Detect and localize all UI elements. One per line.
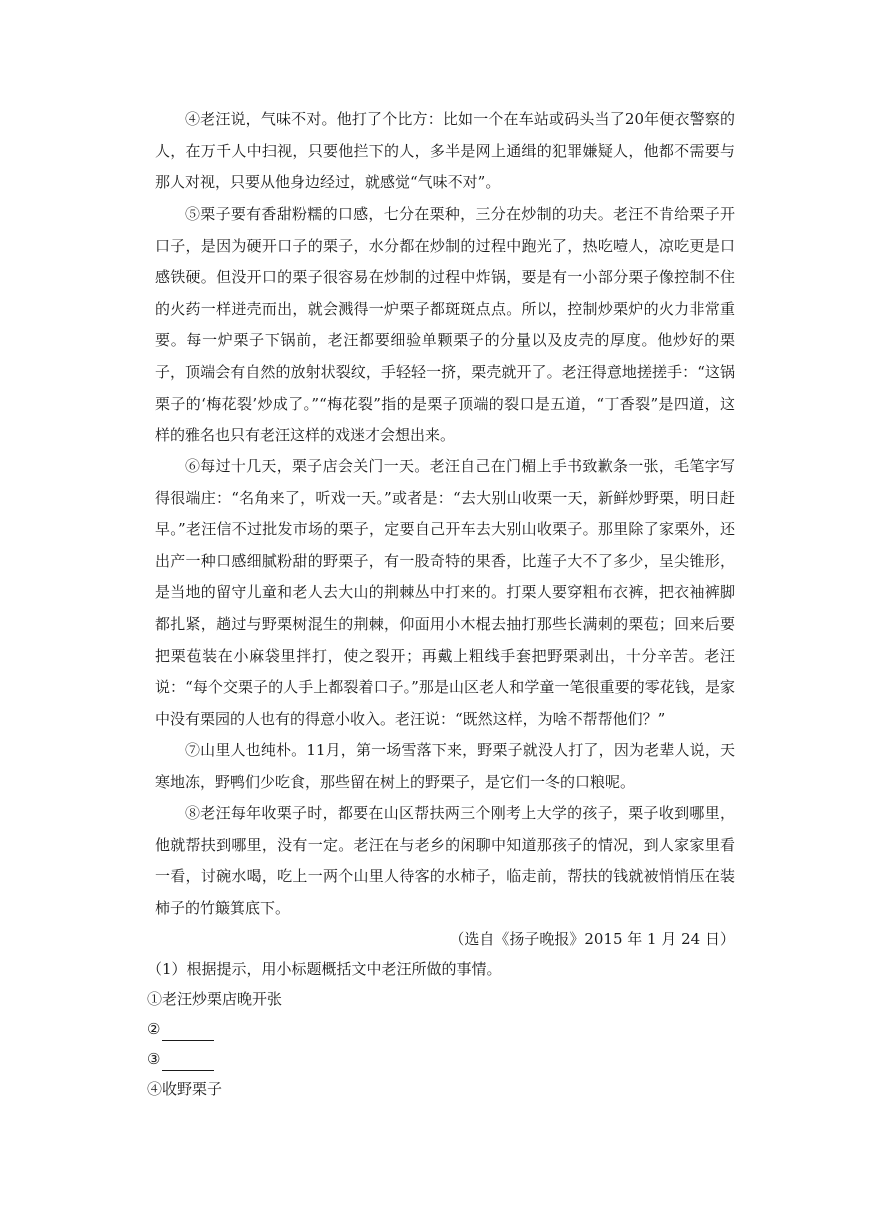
answer-blank-3[interactable] [162, 1052, 214, 1071]
answer-item-2 [147, 1017, 214, 1041]
answer-item-4-label: ④收野栗子 [147, 1080, 223, 1098]
answer-item-2-label: ② [147, 1020, 161, 1038]
paragraph-4: ④老汪说，气味不对。他打了个比方：比如一个在车站或码头当了20年便衣警察的人，在万千人中扫视，只要他拦下的人，多半是网上通缉的犯罪嫌疑人，他都不需要与那人对视，只要从他身边经过，就感觉“气味不对”。 [155, 110, 735, 192]
question-prompt: （1）根据提示，用小标题概括文中老汪所做的事情。 [147, 960, 502, 978]
answer-item-1-label: ①老汪炒栗店晚开张 [147, 990, 283, 1008]
answer-blank-2[interactable] [162, 1022, 214, 1041]
answer-item-4 [147, 1077, 222, 1101]
paragraph-5: ⑤栗子要有香甜粉糯的口感，七分在栗种，三分在炒制的功夫。老汪不肯给栗子开口子，是因为硬开口子的栗子，水分都在炒制的过程中跑光了，热吃噎人，凉吃更是口感铁硬。但没开口的栗子很容易在炒制的过程中炸锅，要是有一小部分栗子像控制不住的火药一样迸壳而出，就会溅得一炉栗子都斑斑点点。所以，控制炒栗炉的火力非常重要。每一炉栗子下锅前，老汪都要细验单颗栗子的分量以及皮壳的厚度。他炒好的栗子，顶端会有自然的放射状裂纹，手轻轻一挤，栗壳就开了。老汪得意地搓搓手：“这锅栗子的‘梅花裂’炒成了。”“梅花裂”指的是栗子顶端的裂口是五道，“丁香裂”是四道，这样的雅名也只有老汪这样的戏迷才会想出来。 [155, 205, 735, 445]
paragraph-7: ⑦山里人也纯朴。11月，第一场雪落下来，野栗子就没人打了，因为老辈人说，天寒地冻，野鸭们少吃食，那些留在树上的野栗子，是它们一冬的口粮呢。 [155, 741, 735, 791]
answer-item-3 [147, 1047, 214, 1071]
answer-item-3-label: ③ [147, 1050, 161, 1068]
paragraph-8: ⑧老汪每年收栗子时，都要在山区帮扶两三个刚考上大学的孩子，栗子收到哪里，他就帮扶到哪里，没有一定。老汪在与老乡的闲聊中知道那孩子的情况，到人家家里看一看，讨碗水喝，吃上一两个山里人待客的水柿子，临走前，帮扶的钱就被悄悄压在装柿子的竹簸箕底下。 [155, 804, 735, 917]
article-source: （选自《扬子晚报》2015 年 1 月 24 日） [449, 930, 735, 948]
answer-item-1 [147, 987, 282, 1011]
paragraph-6: ⑥每过十几天，栗子店会关门一天。老汪自己在门楣上手书致歉条一张，毛笔字写得很端庄：“名角来了，听戏一天。”或者是：“去大别山收栗一天，新鲜炒野栗，明日赶早。”老汪信不过批发市场的栗子，定要自己开车去大别山收栗子。那里除了家栗外，还出产一种口感细腻粉甜的野栗子，有一股奇特的果香，比莲子大不了多少，呈尖锥形，是当地的留守儿童和老人去大山的荆棘丛中打来的。打栗人要穿粗布衣裤，把衣袖裤脚都扎紧，趟过与野栗树混生的荆棘，仰面用小木棍去抽打那些长满刺的栗苞；回来后要把栗苞装在小麻袋里拌打，使之裂开；再戴上粗线手套把野栗剥出，十分辛苦。老汪说：“每个交栗子的人手上都裂着口子。”那是山区老人和学童一笔很重要的零花钱，是家中没有栗园的人也有的得意小收入。老汪说：“既然这样，为啥不帮帮他们？” [155, 457, 735, 728]
